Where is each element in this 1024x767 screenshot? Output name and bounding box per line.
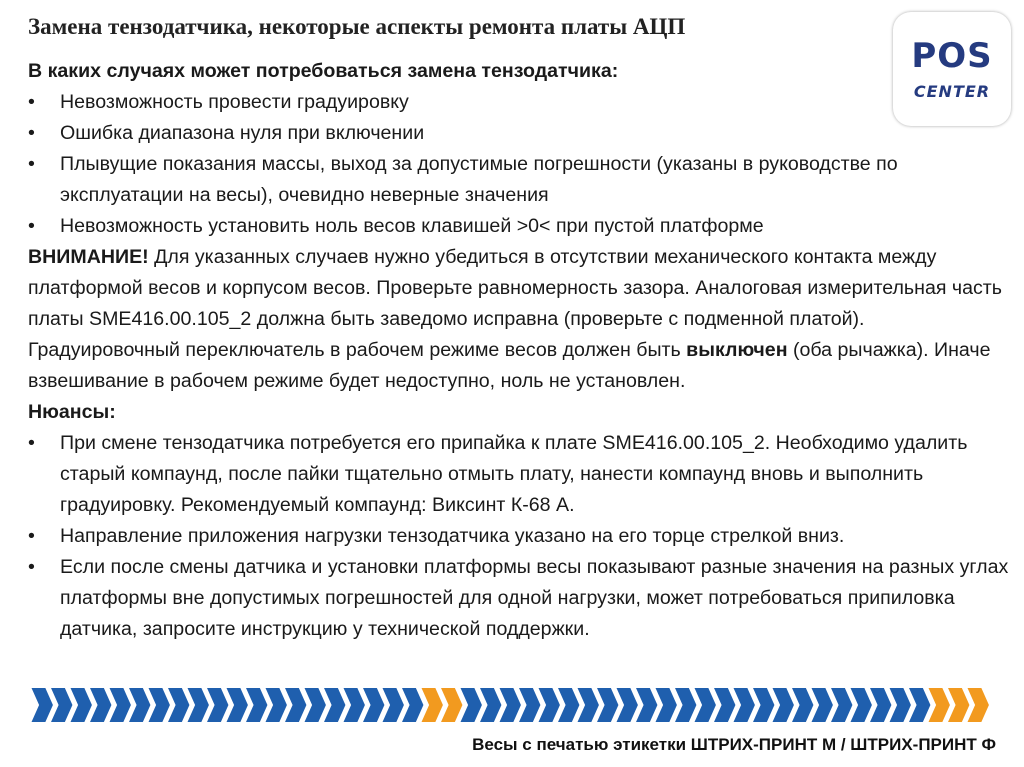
logo-pos-text: POS [911, 36, 993, 76]
slide-title: Замена тензодатчика, некоторые аспекты ремонта платы АЦП [28, 14, 686, 39]
section2-list [28, 428, 1018, 645]
list-item: • Направление приложения нагрузки тензодатчика указано на его торце стрелкой вниз. [28, 521, 1018, 552]
section2-heading: Нюансы: [28, 401, 116, 423]
section1-heading: В каких случаях может потребоваться замена тензодатчика: [28, 60, 619, 82]
section1-list [28, 87, 1018, 242]
list-item: • Невозможность провести градуировку [28, 87, 1018, 118]
warning-bold-word: выключен [686, 339, 788, 361]
warning-paragraph [28, 242, 1018, 397]
warning-label: ВНИМАНИЕ! [28, 246, 149, 268]
slide-content [28, 56, 1018, 645]
list-item: • Плывущие показания массы, выход за допустимые погрешности (указаны в руководстве по эксплуатации на весы), очевидно неверные значения [28, 149, 1018, 211]
list-item: • При смене тензодатчика потребуется его припайка к плате SME416.00.105_2. Необходимо удалить старый компаунд, после пайки тщательно отмыть плату, нанести компаунд вновь и выполнить градуировку. Рекомендуемый компаунд: Виксинт К-68 А. [28, 428, 1018, 521]
list-item: • Если после смены датчика и установки платформы весы показывают разные значения на разных углах платформы вне допустимых погрешностей для одной нагрузки, может потребоваться припиловка датчика, запросите инструкцию у технической поддержки. [28, 552, 1018, 645]
chevron-progress-bar [30, 685, 1006, 725]
footer-caption: Весы с печатью этикетки ШТРИХ-ПРИНТ М / ШТРИХ-ПРИНТ Ф [472, 735, 996, 754]
warning-text-2: (оба рычажка). Иначе взвешивание в рабочем режиме будет недоступно, ноль не установлен. [28, 339, 991, 392]
chevron-segment [30, 687, 54, 723]
logo-center-text: CENTER [913, 82, 991, 101]
list-item: • Невозможность установить ноль весов клавишей >0< при пустой платформе [28, 211, 1018, 242]
list-item: • Ошибка диапазона нуля при включении [28, 118, 1018, 149]
warning-text-1: Для указанных случаев нужно убедиться в отсутствии механического контакта между платформой весов и корпусом весов. Проверьте равномерность зазора. Аналоговая измерительная часть платы SME416.00.105_2 должна быть заведомо исправна (проверьте с подменной платой). Градуировочный переключатель в рабочем режиме весов должен быть [28, 246, 1002, 361]
